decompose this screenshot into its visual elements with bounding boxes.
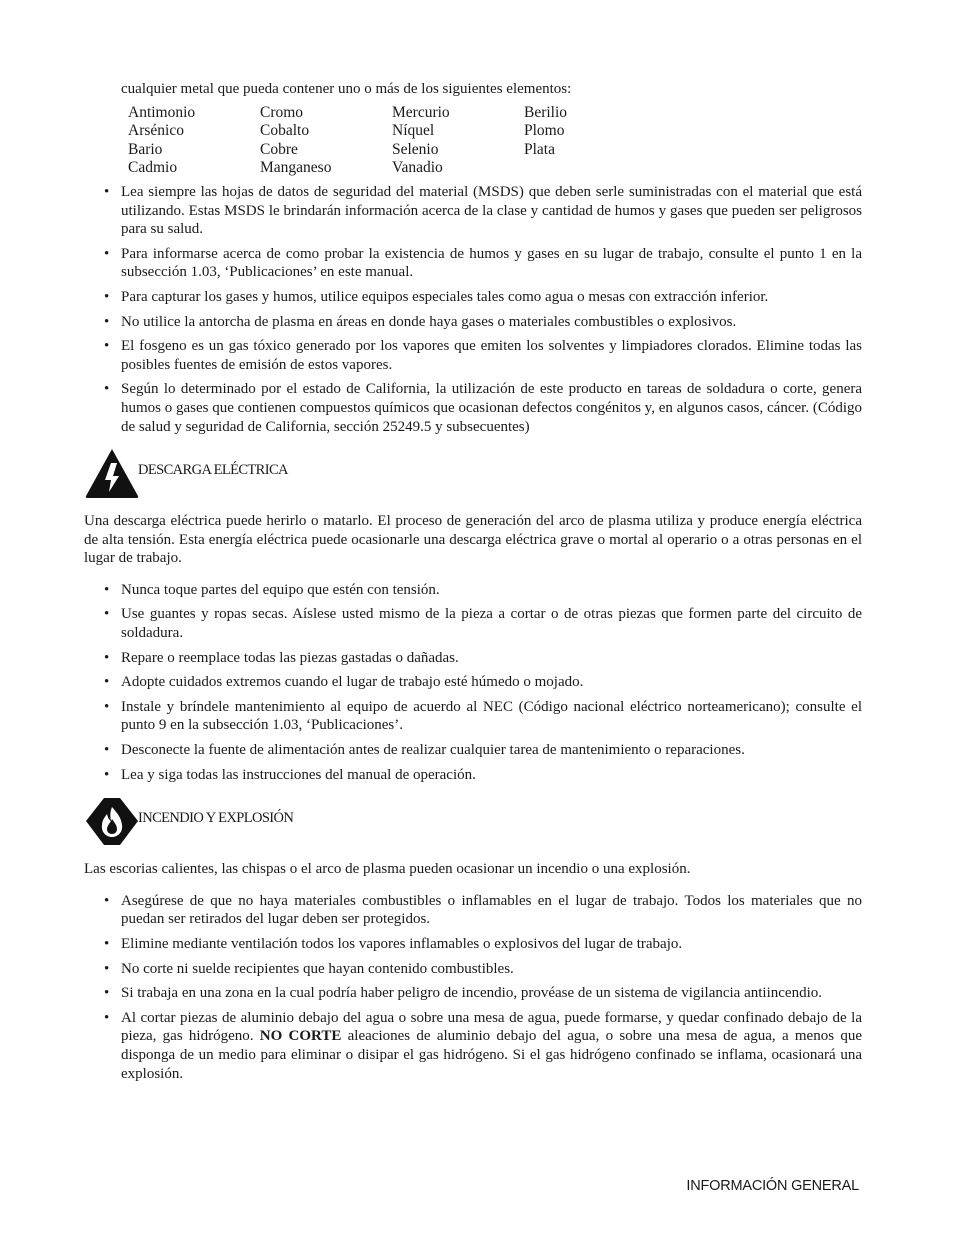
list-item: • Lea siempre las hojas de datos de seguridad del material (MSDS) que deben serle suministradas con el material que está utilizando. Estas MSDS le brindarán información acerca de la clase y cantidad de humos y gases que pueden ser peligrosos para su salud. <box>84 183 862 239</box>
element-cell: Cromo <box>260 103 304 121</box>
intro-text: cualquier metal que pueda contener uno o más de los siguientes elementos: <box>121 81 572 97</box>
element-cell: Berilio <box>524 103 568 121</box>
list-item: • Asegúrese de que no haya materiales combustibles o inflamables en el lugar de trabajo. Todos los materiales que no puedan ser retirados del lugar deben ser protegidos. <box>84 892 862 929</box>
list-item: • Elimine mediante ventilación todos los vapores inflamables o explosivos del lugar de trabajo. <box>84 935 862 954</box>
list-item: • Adopte cuidados extremos cuando el lugar de trabajo esté húmedo o mojado. <box>84 673 862 692</box>
list-item: • Instale y bríndele mantenimiento al equipo de acuerdo al NEC (Código nacional eléctrico norteamericano); consulte el punto 9 en la subsección 1.03, ‘Publicaciones’. <box>84 698 862 735</box>
elements-table <box>128 104 862 178</box>
fire-paragraph: Las escorias calientes, las chispas o el arco de plasma pueden ocasionar un incendio o una explosión. <box>84 861 691 878</box>
list-item: • Use guantes y ropas secas. Aíslese usted mismo de la pieza a cortar o de otras piezas que formen parte del circuito de soldadura. <box>84 605 862 642</box>
list-item: • No utilice la antorcha de plasma en áreas en donde haya gases o materiales combustibles o explosivos. <box>84 313 862 332</box>
element-cell: Antimonio <box>128 103 196 121</box>
fumes-bullet-list <box>84 183 862 436</box>
list-item: • El fosgeno es un gas tóxico generado por los vapores que emiten los solventes y limpiadores clorados. Elimine todas las posibles fuentes de emisión de estos vapores. <box>84 337 862 374</box>
element-cell: Arsénico <box>128 122 184 140</box>
bold-warning: NO CORTE <box>259 1028 342 1045</box>
list-item <box>84 1009 862 1083</box>
list-item: • No corte ni suelde recipientes que hayan contenido combustibles. <box>84 960 862 979</box>
list-item: • Si trabaja en una zona en la cual podría haber peligro de incendio, provéase de un sistema de vigilancia antiincendio. <box>84 984 862 1003</box>
element-cell: Cobalto <box>260 122 310 140</box>
element-cell: Mercurio <box>392 103 450 121</box>
electric-shock-warning-icon <box>84 447 140 499</box>
shock-heading <box>84 446 862 500</box>
element-cell: Manganeso <box>260 159 332 177</box>
list-item: • Lea y siga todas las instrucciones del manual de operación. <box>84 766 862 785</box>
element-cell: Bario <box>128 140 163 158</box>
list-item: • Desconecte la fuente de alimentación antes de realizar cualquier tarea de mantenimiento o reparaciones. <box>84 741 862 760</box>
element-cell: Cobre <box>260 140 298 158</box>
shock-paragraph: Una descarga eléctrica puede herirlo o matarlo. El proceso de generación del arco de plasma utiliza y produce energía eléctrica de alta tensión. Esta energía eléctrica puede ocasionarle una descarga eléctrica grave o mortal al operario o a otras personas en el lugar de trabajo. <box>84 513 862 567</box>
fire-heading <box>84 794 862 848</box>
page-content <box>84 80 862 1089</box>
element-cell <box>524 159 656 178</box>
element-cell: Cadmio <box>128 159 178 177</box>
bullet-text: Al cortar piezas de aluminio debajo del agua o sobre una mesa de agua, puede formarse, y quedar confinado debajo de la pieza, gas hidrógeno. <box>121 1009 862 1045</box>
element-cell: Vanadio <box>392 159 443 177</box>
section-title: DESCARGA ELÉCTRICA <box>138 461 288 478</box>
list-item: • Según lo determinado por el estado de California, la utilización de este producto en tareas de soldadura o corte, genera humos o gases que contienen compuestos químicos que ocasionan defectos congénitos y, en algunos casos, cáncer. (Código de salud y seguridad de California, sección 25249.5 y subsecuentes) <box>84 380 862 436</box>
page-footer: INFORMACIÓN GENERAL <box>686 1178 859 1194</box>
section-title: INCENDIO Y EXPLOSIÓN <box>138 809 294 826</box>
bullet-text: aleaciones de aluminio debajo del agua, o sobre una mesa de agua, a menos que disponga de un medio para eliminar o disipar el gas hidrógeno. Si el gas hidrógeno confinado se inflama, ocasionará una explosión. <box>121 1028 862 1082</box>
element-cell: Plomo <box>524 122 565 140</box>
fire-explosion-warning-icon <box>84 795 140 847</box>
list-item: • Para informarse acerca de como probar la existencia de humos y gases en su lugar de trabajo, consulte el punto 1 en la subsección 1.03, ‘Publicaciones’ en este manual. <box>84 245 862 282</box>
list-item: • Para capturar los gases y humos, utilice equipos especiales tales como agua o mesas con extracción inferior. <box>84 288 862 307</box>
fire-bullet-list <box>84 892 862 1083</box>
list-item: • Repare o reemplace todas las piezas gastadas o dañadas. <box>84 649 862 668</box>
element-cell: Plata <box>524 140 555 158</box>
shock-bullet-list <box>84 581 862 784</box>
element-cell: Selenio <box>392 140 439 158</box>
list-item: • Nunca toque partes del equipo que estén con tensión. <box>84 581 862 600</box>
element-cell: Níquel <box>392 122 435 140</box>
